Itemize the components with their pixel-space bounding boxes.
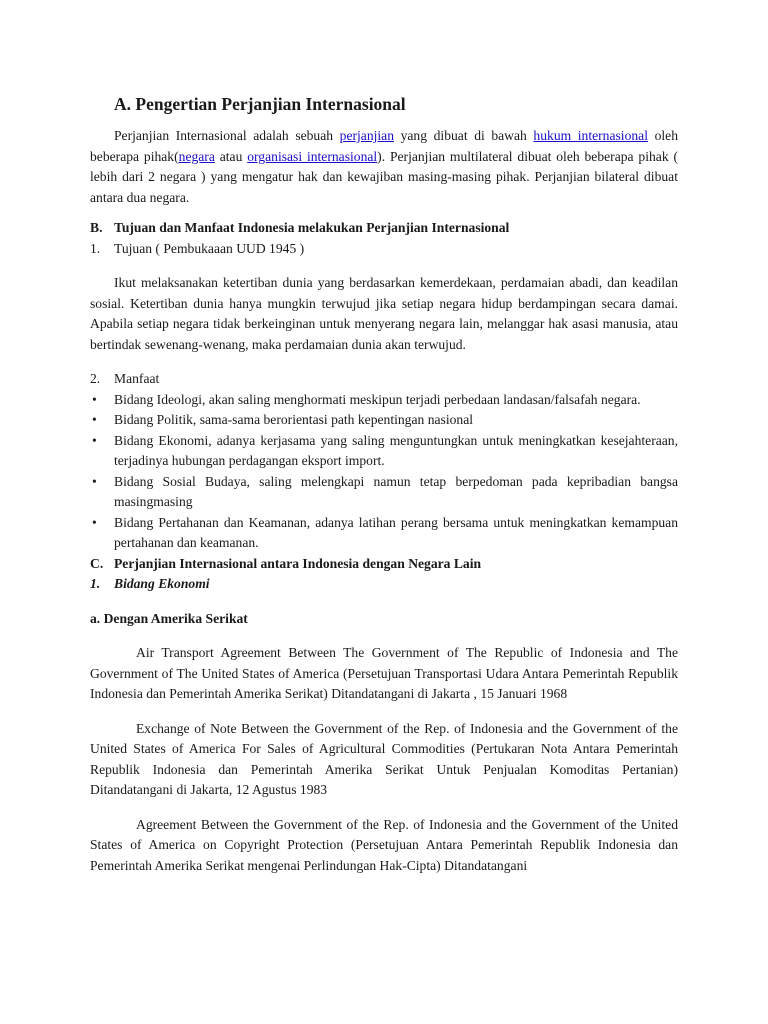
tujuan-paragraph: Ikut melaksanakan ketertiban dunia yang berdasarkan kemerdekaan, perdamaian abadi, dan keadilan sosial. Ketertiban dunia hanya mungkin terwujud jika setiap negara hidup berdampingan secara damai. Apabila setiap negara tidak berkeinginan untuk menyerang negara lain, melanggar hak asasi manusia, atau bertindak sewenang-wenang, maka perdamaian dunia akan terwujud.	[90, 275, 678, 352]
section-b-title: Tujuan dan Manfaat Indonesia melakukan Perjanjian Internasional	[114, 220, 510, 235]
text: ). Perjanjian multilateral dibuat oleh beberapa pihak ( lebih dari 2 negara ) yang mengatur hak dan kewajiban masing-masing pihak. Perjanjian bilateral dibuat antara dua negara.	[90, 148, 678, 205]
subsection-title: Bidang Ekonomi	[114, 576, 210, 591]
text: Perjanjian Internasional adalah sebuah	[114, 128, 340, 143]
link-perjanjian[interactable]: perjanjian	[339, 128, 395, 143]
bullet-item	[90, 513, 678, 554]
bullet-icon: •	[92, 412, 97, 427]
bullet-icon: •	[92, 432, 97, 448]
list-item	[90, 239, 678, 260]
document-content	[90, 92, 678, 876]
bullet-item	[90, 410, 678, 431]
link-hukum-internasional[interactable]: hukum internasional	[533, 128, 648, 143]
section-b-letter: B.	[90, 220, 103, 235]
text: oleh beberapa pihak(	[90, 128, 678, 164]
list-number: 1.	[90, 240, 101, 256]
bullet-item	[90, 431, 678, 472]
bullet-text: Bidang Politik, sama-sama berorientasi path kepentingan nasional	[114, 412, 474, 427]
agreement-paragraph: Exchange of Note Between the Government of the Rep. of Indonesia and the Government of the United States of America For Sales of Agricultural Commodities (Pertukaran Nota Antara Pemerintah Republik Indonesia dan Pemerintah Amerika Serikat Untuk Penjualan Komoditas Pertanian) Ditandatangani di Jakarta, 12 Agustus 1983	[90, 720, 678, 797]
bullet-item	[90, 390, 678, 411]
section-c-heading	[90, 554, 678, 575]
bullet-text: Bidang Pertahanan dan Keamanan, adanya latihan perang bersama untuk meningkatkan kemampuan pertahanan dan keamanan.	[114, 514, 678, 550]
bullet-text: Bidang Ideologi, akan saling menghormati meskipun terjadi perbedaan landasan/falsafah negara.	[114, 391, 641, 407]
bullet-icon: •	[92, 514, 97, 530]
link-organisasi-internasional[interactable]: organisasi internasional	[247, 148, 378, 164]
text: yang dibuat di bawah	[394, 128, 534, 143]
text: atau	[214, 148, 248, 164]
list-text: Tujuan ( Pembukaaan UUD 1945 )	[114, 240, 305, 256]
subsection-heading	[90, 574, 678, 595]
list-item	[90, 369, 678, 390]
bullet-icon: •	[92, 391, 97, 407]
list-text: Manfaat	[114, 371, 160, 386]
section-a-paragraph	[90, 126, 678, 208]
section-b-heading	[90, 218, 678, 239]
link-negara[interactable]: negara	[178, 148, 215, 164]
subsection-number: 1.	[90, 576, 101, 591]
bullet-text: Bidang Ekonomi, adanya kerjasama yang saling menguntungkan untuk meningkatkan kesejahteraan, terjadinya hubungan perdagangan eksport import.	[114, 432, 678, 468]
section-a-title: A. Pengertian Perjanjian Internasional	[114, 94, 406, 114]
agreement-paragraph: Air Transport Agreement Between The Government of The Republic of Indonesia and The Government of The United States of America (Persetujuan Transportasi Udara Antara Pemerintah Republik Indonesia dan Pemerintah Amerika Serikat) Ditandatangani di Jakarta , 15 Januari 1968	[90, 645, 678, 701]
section-c-title: Perjanjian Internasional antara Indonesia dengan Negara Lain	[114, 555, 482, 571]
agreement-paragraph: Agreement Between the Government of the Rep. of Indonesia and the Government of the United States of America on Copyright Protection (Persetujuan Antara Pemerintah Republik Indonesia dan Pemerintah Amerika Serikat mengenai Perlindungan Hak-Cipta) Ditandatangani	[90, 816, 678, 873]
list-number: 2.	[90, 371, 101, 386]
bullet-item	[90, 472, 678, 513]
section-c-letter: C.	[90, 555, 104, 571]
bullet-text: Bidang Sosial Budaya, saling melengkapi namun tetap berpedoman pada kepribadian bangsa masingmasing	[114, 473, 678, 509]
subheading-amerika: a. Dengan Amerika Serikat	[90, 610, 248, 626]
bullet-icon: •	[92, 473, 97, 489]
